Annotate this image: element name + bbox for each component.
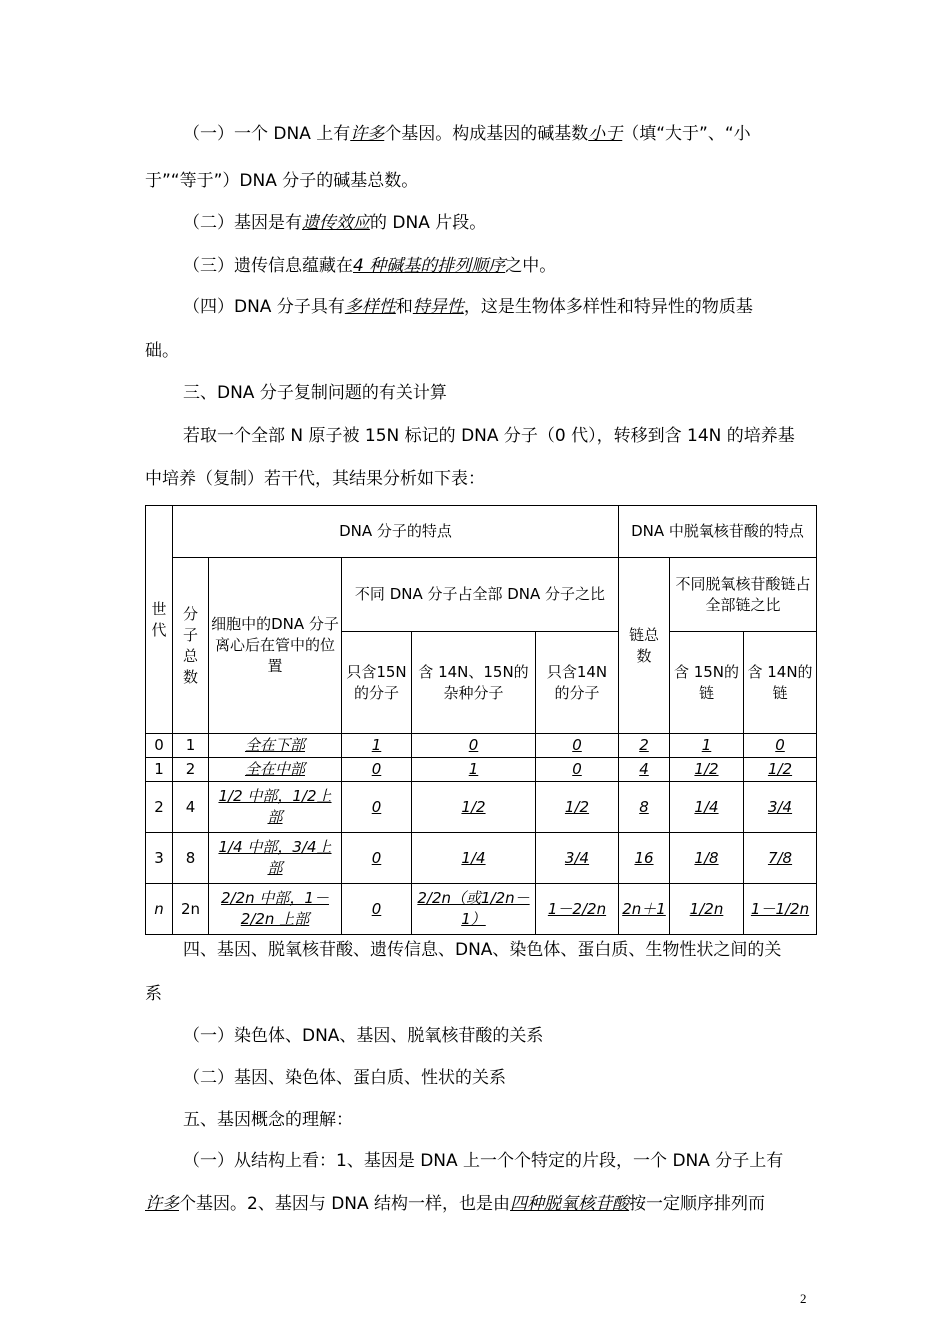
cell-chains: 2 (619, 734, 670, 758)
header-nucleotide-features: DNA 中脱氧核苷酸的特点 (619, 506, 817, 558)
paragraph-1 (183, 123, 751, 145)
cell-position: 全在下部 (209, 734, 342, 758)
header-molecule-ratio: 不同 DNA 分子占全部 DNA 分子之比 (342, 558, 619, 632)
paragraph-4-cont: 础。 (145, 341, 179, 361)
header-chain-ratio: 不同脱氧核苷酸链占全部链之比 (670, 558, 817, 632)
answer-text: 4 种碱基的排列顺序 (353, 256, 506, 276)
cell-count: 8 (173, 833, 209, 884)
cell-ratio-hybrid: 1/4 (412, 833, 536, 884)
paragraph-3 (183, 255, 556, 277)
text: （一）一个 DNA 上有 (183, 124, 351, 144)
text: 个基因。构成基因的碱基数 (384, 124, 589, 144)
answer-text: 许多 (145, 1194, 179, 1214)
cell-chains: 4 (619, 758, 670, 782)
cell-ratio-hybrid: 2/2n（或1/2n－1） (412, 884, 536, 935)
cell-chain-15n: 1/8 (670, 833, 744, 884)
header-position: 细胞中的DNA 分子离心后在管中的位置 (209, 558, 342, 734)
cell-ratio-15n: 1 (342, 734, 412, 758)
paragraph-7: （二）基因、染色体、蛋白质、性状的关系 (183, 1068, 506, 1088)
header-total-molecules: 分子总数 (173, 558, 209, 734)
text: 之中。 (505, 256, 557, 276)
section-heading-3: 三、DNA 分子复制问题的有关计算 (183, 383, 447, 403)
answer-text: 许多 (350, 124, 385, 144)
header-total-chains: 链总数 (619, 558, 670, 734)
cell-ratio-15n: 0 (342, 782, 412, 833)
cell-chain-15n: 1 (670, 734, 744, 758)
text: 和 (395, 297, 413, 317)
cell-count: 4 (173, 782, 209, 833)
cell-generation: n (146, 884, 173, 935)
cell-position: 1/4 中部，3/4上部 (209, 833, 342, 884)
cell-chain-15n: 1/2 (670, 758, 744, 782)
header-chain-15n: 含 15N的链 (670, 632, 744, 734)
section-heading-4-cont: 系 (145, 984, 162, 1004)
paragraph-1-cont: 于”“等于”）DNA 分子的碱基总数。 (145, 171, 419, 191)
page-number: 2 (800, 1291, 807, 1306)
cell-ratio-15n: 0 (342, 884, 412, 935)
paragraph-9 (145, 1193, 765, 1215)
cell-ratio-hybrid: 0 (412, 734, 536, 758)
cell-ratio-14n: 0 (536, 734, 619, 758)
cell-chains: 8 (619, 782, 670, 833)
cell-ratio-15n: 0 (342, 758, 412, 782)
cell-chains: 16 (619, 833, 670, 884)
cell-ratio-15n: 0 (342, 833, 412, 884)
cell-chain-14n: 7/8 (744, 833, 817, 884)
cell-count: 1 (173, 734, 209, 758)
text: （四）DNA 分子具有 (183, 297, 345, 317)
text: （三）遗传信息蕴藏在 (183, 256, 353, 276)
cell-ratio-14n: 0 (536, 758, 619, 782)
cell-ratio-14n: 1/2 (536, 782, 619, 833)
cell-chain-14n: 1/2 (744, 758, 817, 782)
header-only-15n: 只含15N的分子 (342, 632, 412, 734)
cell-position: 1/2 中部，1/2上部 (209, 782, 342, 833)
cell-generation: 0 (146, 734, 173, 758)
cell-generation: 2 (146, 782, 173, 833)
replication-table (145, 505, 817, 935)
header-dna-features: DNA 分子的特点 (173, 506, 619, 558)
paragraph-2 (183, 212, 486, 234)
paragraph-4 (183, 296, 753, 318)
cell-count: 2 (173, 758, 209, 782)
text: （填“大于”、“小 (622, 124, 751, 144)
paragraph-6: （一）染色体、DNA、基因、脱氧核苷酸的关系 (183, 1026, 544, 1046)
header-hybrid: 含 14N、15N的杂种分子 (412, 632, 536, 734)
cell-count: 2n (173, 884, 209, 935)
table-row (146, 833, 817, 884)
text: 的 DNA 片段。 (370, 213, 487, 233)
cell-chain-14n: 0 (744, 734, 817, 758)
table-row (146, 758, 817, 782)
cell-ratio-14n: 1－2/2n (536, 884, 619, 935)
cell-chains: 2n＋1 (619, 884, 670, 935)
answer-text: 多样性 (344, 297, 396, 317)
answer-text: 遗传效应 (302, 213, 370, 233)
cell-ratio-14n: 3/4 (536, 833, 619, 884)
table-row (146, 782, 817, 833)
cell-chain-15n: 1/4 (670, 782, 744, 833)
cell-chain-15n: 1/2n (670, 884, 744, 935)
text: 按一定顺序排列而 (629, 1194, 766, 1214)
answer-text: 特异性 (412, 297, 464, 317)
cell-ratio-hybrid: 1 (412, 758, 536, 782)
section-heading-5: 五、基因概念的理解： (183, 1110, 353, 1130)
cell-generation: 3 (146, 833, 173, 884)
cell-chain-14n: 3/4 (744, 782, 817, 833)
cell-chain-14n: 1－1/2n (744, 884, 817, 935)
cell-position: 2/2n 中部，1－2/2n 上部 (209, 884, 342, 935)
section-heading-4: 四、基因、脱氧核苷酸、遗传信息、DNA、染色体、蛋白质、生物性状之间的关 (183, 940, 782, 960)
paragraph-5-cont: 中培养（复制）若干代，其结果分析如下表： (145, 469, 485, 489)
header-only-14n: 只含14N 的分子 (536, 632, 619, 734)
cell-generation: 1 (146, 758, 173, 782)
table-row (146, 884, 817, 935)
table-row (146, 734, 817, 758)
header-chain-14n: 含 14N的链 (744, 632, 817, 734)
text: ，这是生物体多样性和特异性的物质基 (463, 297, 753, 317)
answer-text: 小于 (588, 124, 623, 144)
header-generation: 世代 (146, 506, 173, 734)
paragraph-8: （一）从结构上看：1、基因是 DNA 上一个个特定的片段，一个 DNA 分子上有 (183, 1151, 784, 1171)
cell-position: 全在中部 (209, 758, 342, 782)
cell-ratio-hybrid: 1/2 (412, 782, 536, 833)
answer-text: 四种脱氧核苷酸 (510, 1194, 630, 1214)
paragraph-5: 若取一个全部 N 原子被 15N 标记的 DNA 分子（0 代），转移到含 14N 的培养基 (183, 426, 795, 446)
text: （二）基因是有 (183, 213, 302, 233)
text: 个基因。2、基因与 DNA 结构一样，也是由 (179, 1194, 511, 1214)
